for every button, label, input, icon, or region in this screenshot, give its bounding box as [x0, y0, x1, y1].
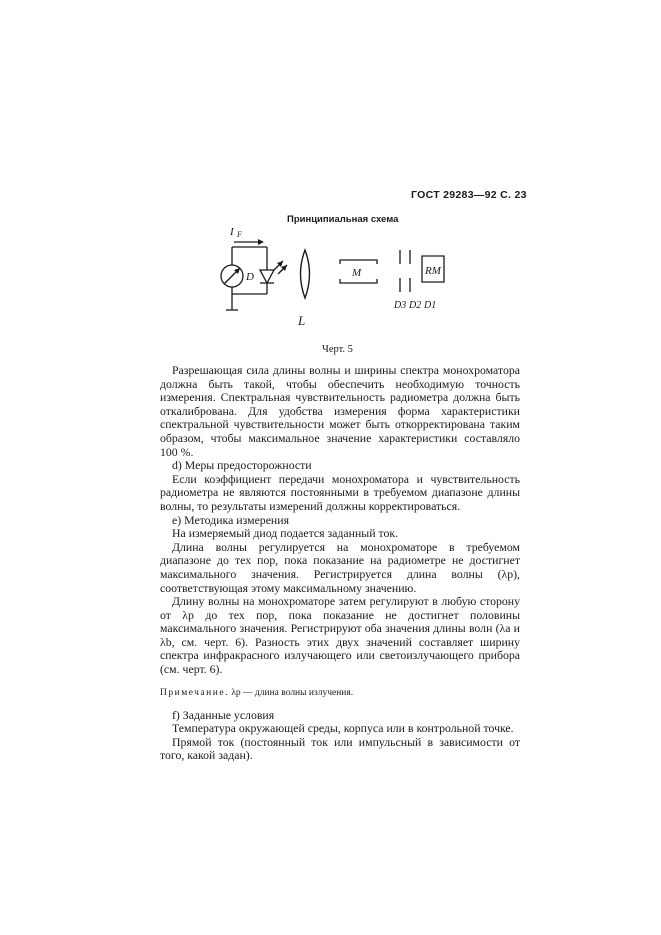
- label-d1: D1: [424, 300, 437, 311]
- paragraph-temperature: Температура окружающей среды, корпуса или в контрольной точке.: [172, 721, 514, 736]
- lens-symbol: [301, 250, 310, 298]
- label-current: I: [230, 226, 234, 238]
- label-lens: L: [298, 313, 306, 328]
- label-current-sub: F: [237, 230, 242, 239]
- paragraph-wavelength-peak: Длина волны регулируется на монохроматоре в требуемом диапазоне до тех пор, пока показание на радиометре не достигнет максимального значения. Регистрируется длина волны (λp), соответствующая этому максимальному значению.: [160, 539, 520, 595]
- page-header: ГОСТ 29283—92 С. 23: [411, 189, 527, 201]
- section-heading-d: d) Меры предосторожности: [172, 458, 312, 473]
- figure-caption: Черт. 5: [322, 344, 353, 355]
- label-d2: D2: [409, 300, 422, 311]
- label-d3: D3: [394, 300, 407, 311]
- principal-circuit-diagram: [210, 226, 460, 344]
- note: [160, 687, 520, 699]
- diode-symbol: [260, 270, 274, 283]
- paragraph-current: На измеряемый диод подается заданный ток.: [172, 526, 399, 541]
- label-diode: D: [246, 271, 254, 283]
- paragraph-spectral-width: Длину волны на монохроматоре затем регулируют в любую сторону от λp до тех пор, пока показание не достигнет половины максимального значения. Регистрируют оба значения длины волн (λa и λb, см. черт. 6). Разность этих двух значений составляет ширину спектра инфракрасного излучающего или светоизлучающего прибора (см. черт. 6).: [160, 594, 520, 677]
- label-radiometer: RM: [425, 265, 441, 277]
- section-heading-e: е) Методика измерения: [172, 512, 289, 527]
- current-arrowhead: [258, 239, 264, 245]
- paragraph-forward-current: Прямой ток (постоянный ток или импульсный в зависимости от того, какой задан).: [160, 734, 520, 763]
- paragraph-resolution: Разрешающая сила длины волны и ширины спектра монохроматора должна быть такой, чтобы обеспечить необходимую точность измерения. Спектральная чувствительность радиометра должна быть откалибрована. Для удобства измерения форма характеристики спектральной чувствительности может быть откорректирована таким образом, чтобы максимальное значение характеристики составляло 100 %.: [160, 363, 520, 459]
- document-body: [160, 364, 520, 763]
- paragraph-precautions: Если коэффициент передачи монохроматора и чувствительность радиометра не являются постоянными в требуемом диапазоне длины волны, то результаты измерений должны корректироваться.: [160, 471, 520, 513]
- section-heading-f: f) Заданные условия: [172, 707, 275, 722]
- figure-title: Принципиальная схема: [287, 214, 399, 225]
- label-monochromator: M: [352, 267, 362, 279]
- note-text: λp — длина волны излучения.: [231, 687, 354, 698]
- note-label: Примечание.: [160, 687, 229, 698]
